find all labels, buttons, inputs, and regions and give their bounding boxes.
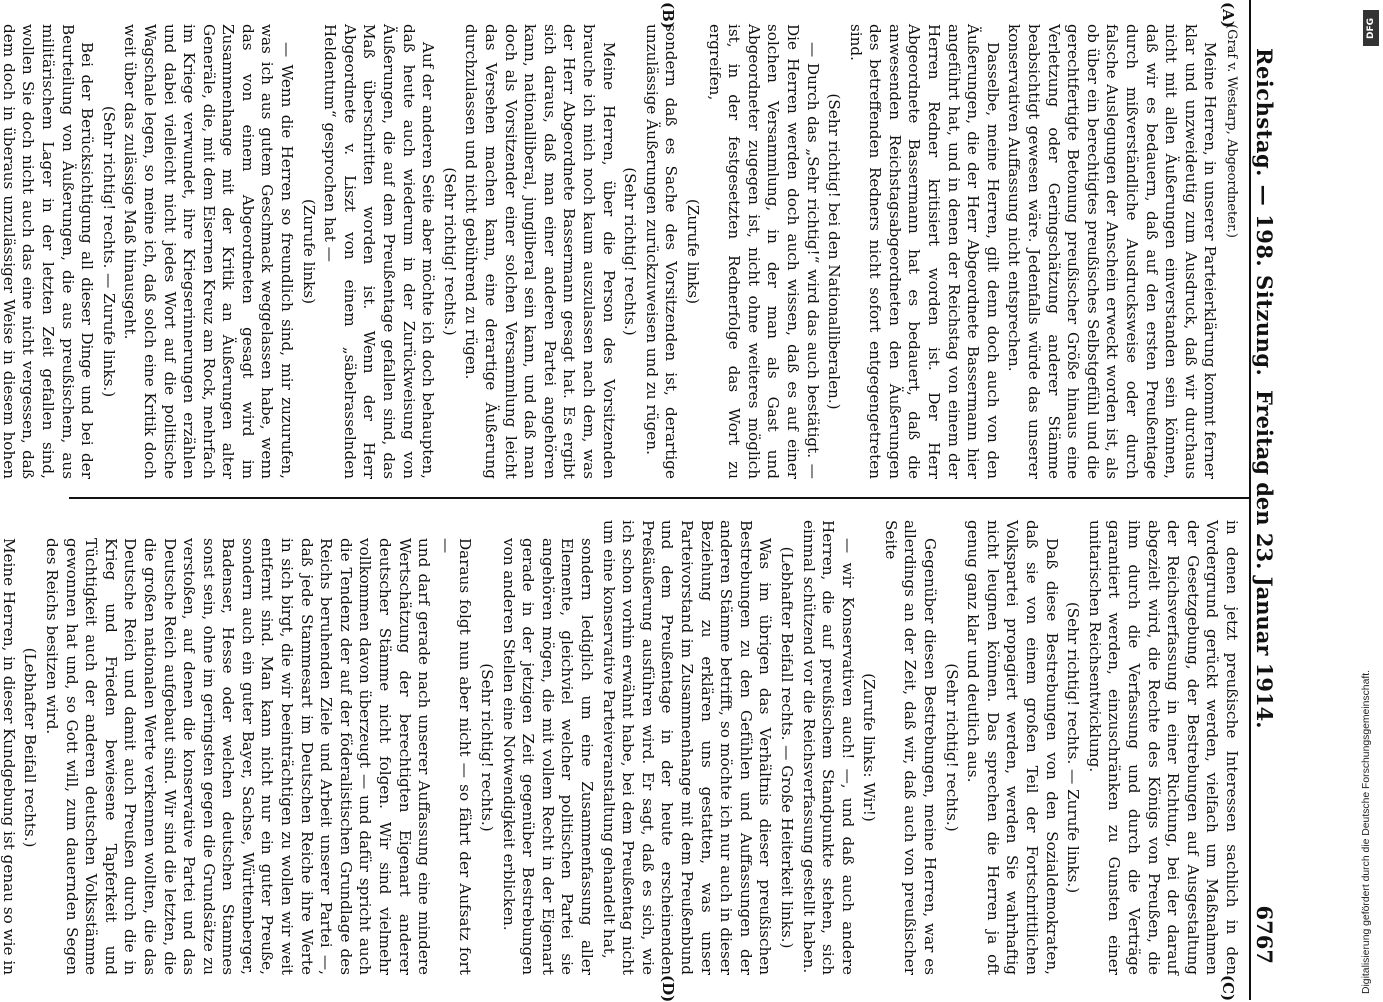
paragraph: Meine Herren, über die Person des Vorsitzenden brauche ich mich noch kaum auszulassen nach dem, was der Herr Abgeordnete Bassermann gesagt hat. Es ergibt sich daraus, daß man einer anderen Partei angehören kann, nationalliberal, jungliberal sein kann, und daß man doch als Vorsitzender einer solchen Versammlung leicht das Versehen machen kann, eine derartige Äußerung durchzulassen und nicht gebührend zu rügen.: [462, 24, 618, 479]
paragraph: Meine Herren, in unserer Parteierklärung kommt ferner klar und unzweideutig zum Ausdruck, daß wir durchaus nicht mit allen Äußerungen einverstanden sein können, daß wir es bedauern, daß auf den ersten Preußentage durch mißverständliche Ausdrucksweise oder durch falsche Auslegungen der Anschein erweckt worden ist, als ob über ein berechtigtes preußisches Selbstgefühl und die gerechtfertigte Betonung preußischer Größe hinaus eine Verletzung oder Geringschätzung anderer Stämme beabsichtigt gewesen wäre. Jedenfalls würde das unserer konservativen Auffassung nicht entsprechen.: [1005, 24, 1220, 479]
header-date: Freitag den 23. Januar 1914.: [1252, 390, 1277, 729]
interjection: (Sehr richtig! rechts.): [440, 167, 459, 336]
quoted-passage: sondern lediglich um eine Zusammenfassung aller Elemente, gleichviel welcher politischen Partei sie angehören mögen, die mit vollem Recht in der Eigenart gerade in der jetzigen Zeit gegenüber Bestrebungen von anderen Stellen eine Notwendigkeit erblicken.: [499, 538, 596, 975]
dfg-logo-icon: DFG: [1363, 10, 1379, 46]
page-number: 6767: [1252, 905, 1277, 964]
interjection: (Lebhafter Beifall rechts.): [21, 647, 40, 848]
paragraph: Gegenüber diesen Bestrebungen, meine Herren, war es allerdings an der Zeit, daß wir, daß auch von preußischer Seite: [881, 520, 940, 975]
paragraph: — Wenn die Herren so freundlich sind, mir zuzurufen, was ich aus gutem Geschmack weggelassen habe, wenn das von einem Abgeordneten gesagt wird im Zusammenhange mit der Kritik an Äußerungen alter Generäle, die, mit dem Eisernen Kreuz am Rock, mehrfach im Kriege verwundet, ihre Kriegserinnerungen erzählen und dabei vielleicht nicht jedes Wort auf die politische Wagschale legen, so meine ich, daß solch eine Kritik doch weit über das zulässige Maß hinausgeht.: [121, 24, 297, 479]
header-rule: [1249, 0, 1251, 1000]
interjection: (Zurufe links): [683, 198, 702, 305]
paragraph: Was im übrigen das Verhältnis dieser preußischen Bestrebungen zu den Gefühlen und Auffassungen der anderen Stämme betrifft, so möchte ich nur auch in dieser Beziehung zu erklären uns gestatten, was unser Parteivorstand im Zusammenhange mit dem Preußenbund und dem Preußentage in der heute erscheinenden Preßäußerung ausführen wird. Er sagt, daß es sich, wie ich schon vorhin erwähnt habe, bei dem Preußentag nicht um eine konservative Parteiveranstaltung gehandelt hat,: [599, 520, 775, 975]
quoted-passage: und darf gerade nach unserer Auffassung eine mindere Wertschätzung der berechtigten Eigenart anderer deutscher Stämme nicht folgen. Wir sind vielmehr vollkommen davon überzeugt — und dafür spricht auch die Tendenz der auf der föderalistischen Grundlage des Reichs beruhenden Ziele und Arbeit unserer Partei —, daß jede Stammesart im Deutschen Reiche ihre Werte in sich birgt, die wir beeinträchtigen zu wollen wir weit entfernt sind. Man kann nicht nur ein guter Preuße, sondern auch ein guter Bayer, Sachse, Württemberger, Badenser, Hesse oder welchen deutschen Stammes sonst sein, ohne im geringsten gegen die Grundsätze zu verstoßen, auf denen die konservative Partei und das Deutsche Reich aufgebaut sind. Wir sind die letzten, die die großen nationalen Werte verkennen wollten, die das Deutsche Reich und damit auch Preußen durch die in Krieg und Frieden bewiesene Tapferkeit und Tüchtigkeit auch der anderen deutschen Volksstämme gewonnen hat und, so Gott will, zum dauernden Segen des Reichs besitzen wird.: [42, 538, 434, 975]
paragraph: sondern daß es Sache des Vorsitzenden ist, derartige unzulässige Äußerungen zurückzuweisen und zu rügen.: [642, 24, 681, 479]
interjection: (Sehr richtig! rechts. — Zurufe links.): [1064, 601, 1083, 894]
paragraph: in denen jetzt preußische Interessen sachlich in den Vordergrund gerückt werden, vielfach um Maßnahmen der Gesetzgebung, der Bestrebungen auf Ausgestaltung der Reichsverfassung in einer Richtung, bei der darauf abgezielt wird, die Rechte des Königs von Preußen, die ihm durch die Verfassung und durch die Verträge garantiert werden, einzuschränken zu Gunsten einer unitarischen Reichsentwicklung.: [1085, 520, 1241, 975]
interjection: (Sehr richtig! rechts.): [478, 663, 497, 832]
paragraph: — Durch das „Sehr richtig!“ wird das auch bestätigt. — Die Herren werden doch auch wissen, daß es auf einer solchen Versammlung, in der man als Gast und Abgeordneter zugegen ist, nicht ohne weiteres möglich ist, in der festgesetzten Rednerfolge das Wort zu ergreifen,: [705, 24, 822, 479]
interjection: (Zurufe links): [299, 198, 318, 305]
quoted-passage: Daraus folgt nun aber nicht — so fährt der Aufsatz fort —: [436, 538, 475, 975]
credit-text: Digitalisierung gefördert durch die Deutsche Forschungsgemeinschaft.: [1361, 669, 1372, 994]
margin-mark-c: (C): [1219, 975, 1237, 1002]
interjection: (Sehr richtig! rechts.): [621, 167, 640, 336]
paragraph: Meine Herren, in dieser Kundgebung ist genau so wie in: [0, 538, 18, 975]
margin-mark-a: (A): [1219, 2, 1237, 28]
interjection: (Sehr richtig! bei den Nationalliberalen.): [825, 93, 844, 410]
right-column: [0, 520, 1241, 975]
interjection: (Sehr richtig! rechts. — Zurufe links.): [99, 105, 118, 398]
paragraph: Bei der Berücksichtigung all dieser Dinge und bei der Beurteilung von Äußerungen, die aus preußischem, aus militärischem Lager in der letzten Zeit gefallen sind, wollen Sie doch nicht auch das eine nicht vergessen, daß dem doch in überaus unzulässiger Weise in diesem hohen: [0, 24, 97, 479]
header-left: Reichstag. — 198. Sitzung.: [1252, 48, 1277, 377]
paragraph: Daß diese Bestrebungen von den Sozialdemokraten, daß sie von einem großen Teil der Fortschrittlichen Volkspartei propagiert werden, werden Sie wahrhaftig nicht leugnen können. Das sprechen die Herren ja oft genug ganz klar und deutlich aus.: [964, 520, 1061, 975]
interjection: (Zurufe links: Wir!): [860, 673, 879, 822]
column-divider: [69, 497, 1249, 499]
digitization-credit: [1361, 4, 1381, 994]
paragraph: — wir Konservativen auch! —, und daß auch andere Herren, die auf preußischem Standpunkte stehen, sich einmal schützend vor die Reichsverfassung gestellt haben.: [799, 520, 857, 975]
margin-mark-b: (B): [659, 2, 677, 29]
interjection: (Lebhafter Beifall rechts. — Große Heiterkeit links.): [777, 546, 796, 949]
speaker-note: (Graf v. Westarp, Abgeordneter.): [1224, 24, 1239, 238]
margin-mark-d: (D): [659, 975, 677, 1002]
interjection: (Sehr richtig! rechts.): [942, 663, 961, 832]
page-header: [1251, 0, 1291, 1000]
paragraph: Auf der anderen Seite aber möchte ich doch behaupten, daß heute auch wiederum in der Zurückweisung von Äußerungen, die auf dem Preußentage gefallen sind, das Maß überschritten worden ist. Wenn der Herr Abgeordnete v. Liszt von einem „säbelrasselnden Heldentum“ gesprochen hat —: [321, 24, 438, 479]
left-column: [0, 24, 1241, 479]
paragraph: Dasselbe, meine Herren, gilt denn doch auch von den Äußerungen, die der Herr Abgeordnete Bassermann hier angeführt hat, und in denen der Reichstag von einem der Herren Redner kritisiert worden ist. Der Herr Abgeordnete Bassermann hat es bedauert, daß die anwesenden Reichstagsabgeordneten den Äußerungen des betreffenden Redners nicht sofort entgegengetreten sind.: [846, 24, 1002, 479]
